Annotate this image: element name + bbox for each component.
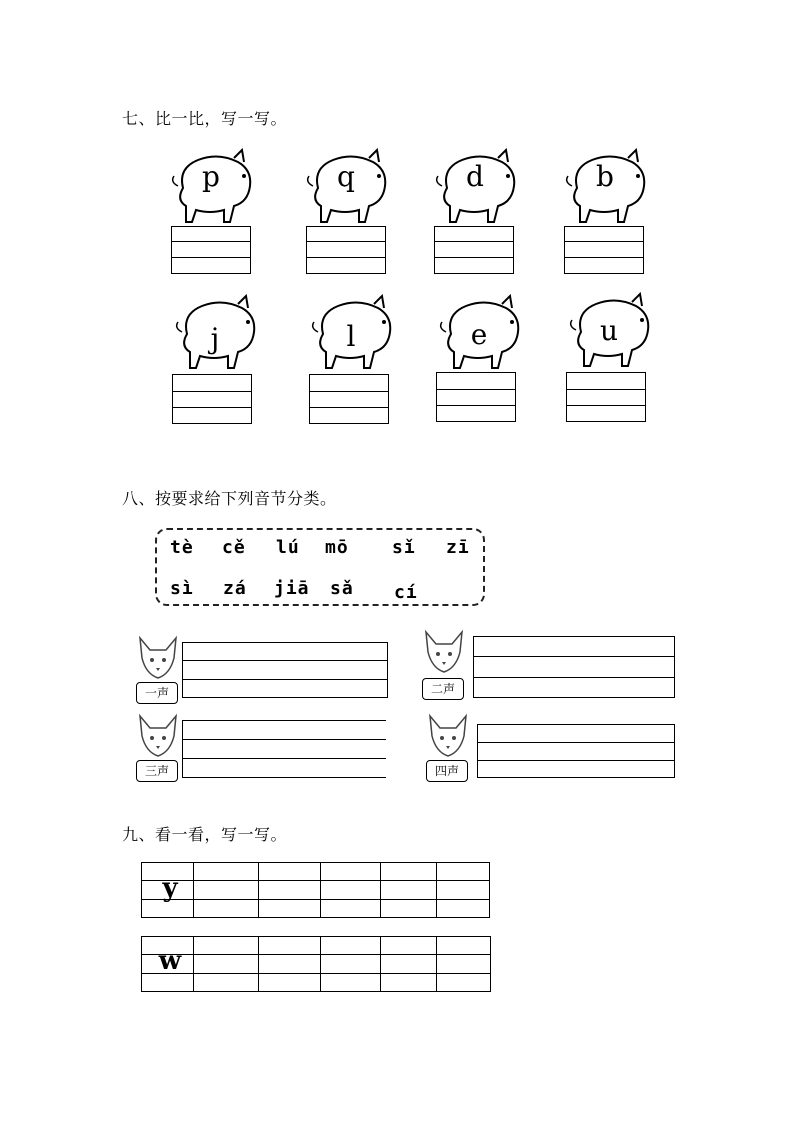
fox-icon [134, 712, 182, 760]
fox-tone-1 [134, 634, 182, 704]
pig-letter: b [596, 160, 614, 193]
pig-card [436, 294, 526, 374]
writing-box[interactable] [566, 372, 646, 422]
writing-box[interactable] [436, 372, 516, 422]
pig-letter: p [202, 160, 220, 193]
writing-box[interactable] [171, 226, 251, 274]
pig-card [562, 148, 652, 228]
tone-label: 三声 [136, 760, 178, 782]
syllable: sǐ [392, 537, 416, 558]
answer-lines[interactable] [477, 724, 675, 778]
pig-card [172, 294, 262, 374]
pig-card [303, 148, 393, 228]
fox-icon [424, 712, 472, 760]
syllable: tè [170, 537, 194, 558]
answer-lines[interactable] [182, 720, 386, 778]
syllable: zī [446, 537, 470, 558]
pig-card [168, 148, 258, 228]
pig-letter: q [337, 160, 355, 193]
fox-icon [420, 628, 468, 676]
syllable: cě [222, 537, 246, 558]
writing-box[interactable] [434, 226, 514, 274]
section7-heading: 七、比一比，写一写。 [122, 109, 288, 128]
tone-label: 四声 [426, 760, 468, 782]
answer-lines[interactable] [473, 636, 675, 698]
pig-letter: l [346, 320, 356, 353]
grid-letter: y [162, 873, 178, 903]
pig-card [308, 294, 398, 374]
pig-letter: u [599, 314, 619, 347]
writing-box[interactable] [564, 226, 644, 274]
answer-lines[interactable] [182, 642, 388, 698]
writing-box[interactable] [172, 374, 252, 424]
syllable: lú [276, 537, 300, 558]
writing-box[interactable] [306, 226, 386, 274]
writing-grid-y[interactable] [141, 862, 490, 918]
fox-icon [134, 634, 182, 682]
writing-grid-w[interactable] [141, 936, 491, 992]
fox-tone-3 [134, 712, 182, 782]
syllable: mō [325, 537, 349, 558]
syllable: zá [223, 578, 247, 599]
section9-heading: 九、看一看，写一写。 [122, 825, 288, 844]
pig-letter: d [466, 160, 484, 193]
section8-heading: 八、按要求给下列音节分类。 [122, 489, 337, 508]
syllable: sǎ [330, 578, 354, 599]
syllable: sì [170, 578, 194, 599]
fox-tone-2 [420, 628, 468, 698]
writing-box[interactable] [309, 374, 389, 424]
pig-card [432, 148, 522, 228]
tone-label: 一声 [136, 682, 178, 704]
tone-label: 二声 [422, 678, 464, 700]
grid-letter: w [158, 946, 182, 976]
fox-tone-4 [424, 712, 472, 782]
syllable-box [155, 528, 485, 606]
syllable: jiā [274, 578, 310, 599]
syllable: cí [394, 582, 418, 603]
pig-letter: j [210, 322, 220, 355]
pig-letter: e [470, 318, 488, 351]
pig-card [566, 292, 656, 372]
